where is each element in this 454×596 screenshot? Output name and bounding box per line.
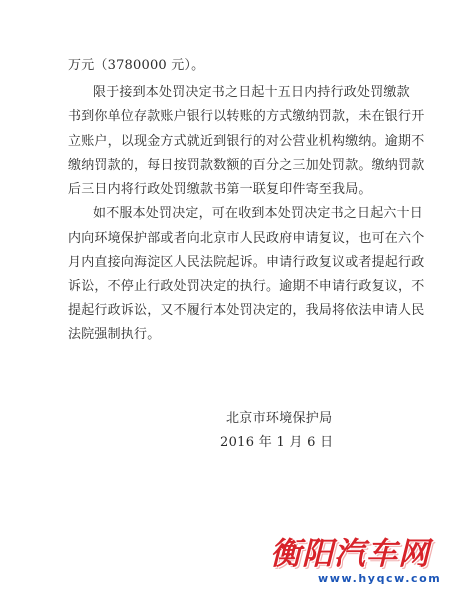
text-line: 提起行政诉讼，又不履行本处罚决定的，我局将依法申请人民 [68, 303, 425, 318]
text-line: 后三日内将行政处罚缴款书第一联复印件寄至我局。 [68, 182, 372, 197]
issuing-authority: 北京市环境保护局 [226, 411, 333, 426]
issue-date: 2016 年 1 月 6 日 [220, 435, 334, 450]
text-line: 书到你单位存款账户银行以转账的方式缴纳罚款，未在银行开 [68, 109, 425, 124]
text-line: 限于接到本处罚决定书之日起十五日内持行政处罚缴款 [93, 85, 410, 100]
watermark-title: 衡阳汽车网 [270, 536, 430, 572]
text-line: 立账户，以现金方式就近到银行的对公营业机构缴纳。逾期不 [68, 134, 425, 149]
text-line: 万元（3780000 元）。 [68, 58, 205, 73]
text-line: 如不服本处罚决定，可在收到本处罚决定书之日起六十日 [93, 206, 424, 221]
text-line: 缴纳罚款的，每日按罚款数额的百分之三加处罚款。缴纳罚款 [68, 158, 425, 173]
text-line: 诉讼，不停止行政处罚决定的执行。逾期不申请行政复议，不 [68, 279, 425, 294]
text-line: 月内直接向海淀区人民法院起诉。申请行政复议或者提起行政 [68, 255, 425, 270]
watermark-url: www.hyqcw.com [318, 572, 442, 585]
text-line: 内向环境保护部或者向北京市人民政府申请复议，也可在六个 [68, 231, 425, 246]
site-watermark [270, 536, 448, 592]
text-line: 法院强制执行。 [68, 327, 161, 342]
